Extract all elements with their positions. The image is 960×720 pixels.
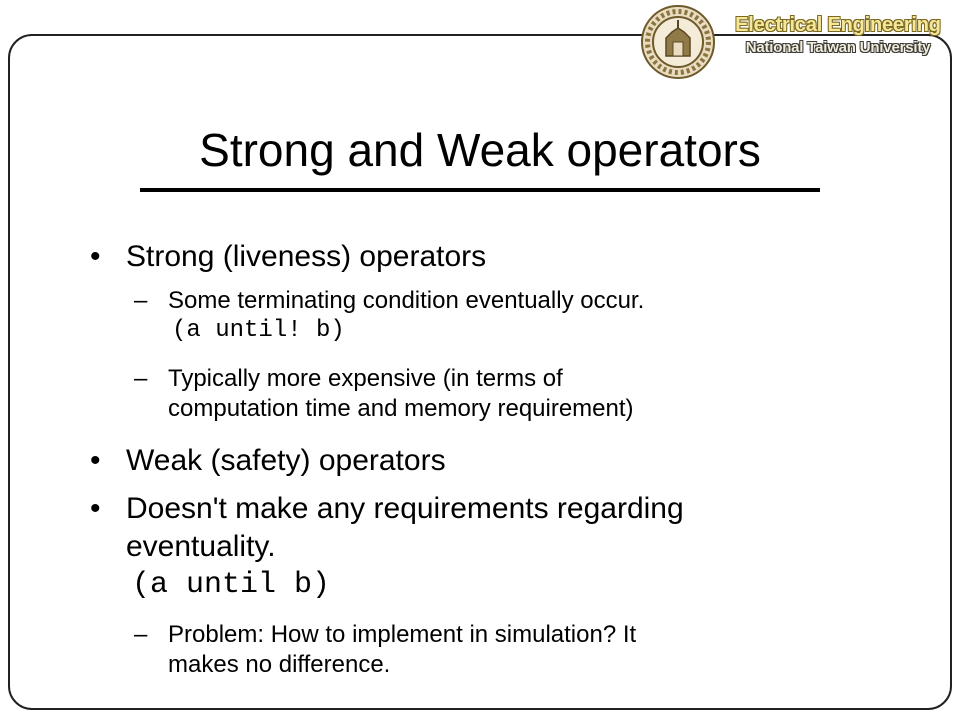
sub-bullet-text-line2: makes no difference.: [168, 651, 391, 678]
dash-marker: –: [134, 621, 148, 648]
department-name: Electrical Engineering: [735, 14, 941, 36]
bullet-text-line1: Doesn't make any requirements regarding: [126, 492, 684, 525]
bullet-weak-operators: [90, 442, 446, 480]
sub-bullet-problem: [134, 620, 637, 680]
bullet-text-line2: eventuality.: [126, 530, 276, 563]
ntu-seal-icon: [640, 4, 716, 80]
sub-bullet-text: Some terminating condition eventually occur.: [168, 287, 645, 314]
department-banner: [726, 14, 950, 56]
slide-title: Strong and Weak operators: [199, 124, 761, 176]
bullet-dot: •: [90, 444, 101, 477]
title-underline: [140, 188, 820, 192]
code-snippet: (a until! b): [172, 317, 345, 344]
university-name: National Taiwan University: [745, 39, 931, 56]
dash-marker: –: [134, 365, 148, 392]
dash-marker: –: [134, 287, 148, 314]
bullet-text: Weak (safety) operators: [126, 444, 446, 477]
bullet-dot: •: [90, 492, 101, 525]
sub-bullet-expensive: [134, 364, 634, 424]
sub-bullet-text-line1: Typically more expensive (in terms of: [168, 365, 563, 392]
sub-bullet-text-line2: computation time and memory requirement): [168, 395, 634, 422]
bullet-strong-operators: [90, 238, 487, 276]
sub-bullet-terminating: [134, 286, 645, 346]
bullet-dot: •: [90, 240, 101, 273]
bullet-no-requirements: [90, 490, 684, 604]
code-snippet: (a until b): [132, 568, 331, 602]
sub-bullet-text-line1: Problem: How to implement in simulation? It: [168, 621, 637, 648]
bullet-text: Strong (liveness) operators: [126, 240, 487, 273]
